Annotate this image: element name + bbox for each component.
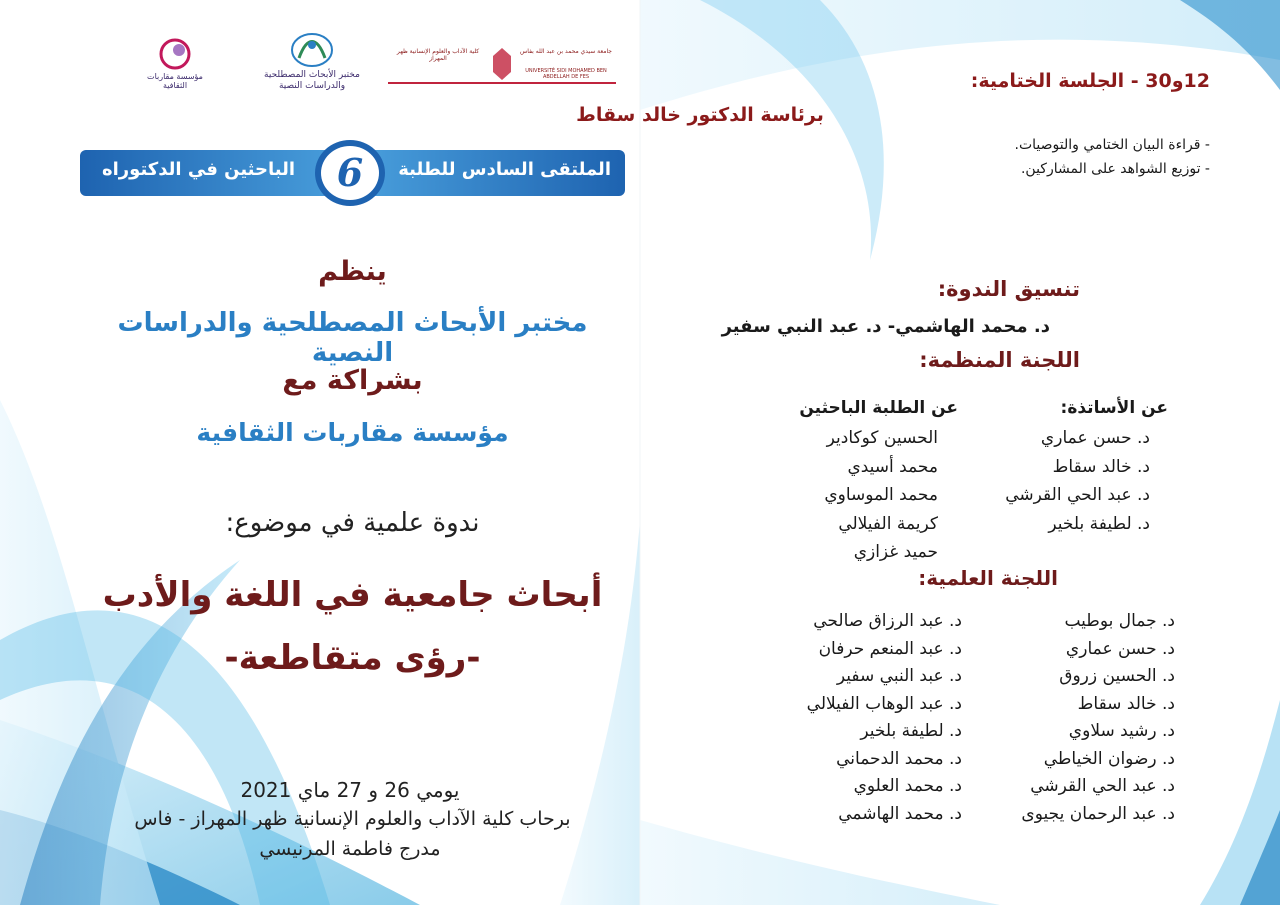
partnership-text: بشراكة مع: [282, 365, 423, 396]
professors-heading: عن الأساتذة:: [1060, 398, 1168, 418]
scientific-member: د. محمد الدحماني: [836, 748, 962, 769]
event-date: يومي 26 و 27 ماي 2021: [240, 778, 460, 802]
university-logo-line1: جامعة سيدي محمد بن عبد الله بفاس: [519, 48, 613, 55]
university-logo-line3: UNIVERSITÉ SIDI MOHAMED BEN ABDELLAH DE FES: [525, 68, 607, 80]
seminar-title: أبحاث جامعية في اللغة والأدب: [102, 575, 603, 615]
lab-name-text: مختبر الأبحاث المصطلحية والدراسات النصية: [117, 308, 588, 368]
students-list: [698, 424, 938, 567]
student-name: محمد أسيدي: [847, 456, 938, 477]
foundation-logo-text: مؤسسة مقاربات الثقافية: [147, 72, 203, 90]
banner-left-text: الباحثين في الدكتوراه: [102, 159, 296, 180]
seminar-subtitle: -رؤى متقاطعة-: [224, 638, 481, 678]
university-logo: [388, 44, 616, 86]
closing-item: - توزيع الشواهد على المشاركين.: [1020, 161, 1210, 177]
scientific-member: د. عبد المنعم حرفان: [818, 638, 962, 659]
university-emblem-icon: [491, 46, 513, 82]
scientific-member: د. خالد سقاط: [1077, 693, 1175, 714]
lab-logo: [262, 30, 362, 92]
lab-emblem-icon: [287, 30, 337, 70]
scientific-member: د. محمد الهاشمي: [838, 803, 962, 824]
foundation-emblem-icon: [153, 36, 197, 72]
event-venue: برحاب كلية الآداب والعلوم الإنسانية ظهر المهراز - فاس: [134, 808, 571, 830]
student-name: الحسين كوكادير: [826, 428, 938, 448]
scientific-member: د. عبد الوهاب الفيلالي: [806, 693, 962, 714]
scientific-committee-heading: اللجنة العلمية:: [918, 566, 1058, 590]
scientific-member: د. رضوان الخياطي: [1043, 748, 1175, 769]
seminar-label: ندوة علمية في موضوع:: [225, 508, 480, 538]
banner-number: 6: [321, 146, 379, 200]
scientific-member: د. محمد العلوي: [853, 776, 962, 796]
scientific-member: د. عبد النبي سفير: [836, 666, 962, 686]
university-logo-line2: كلية الآداب والعلوم الإنسانية ظهر المهراز: [396, 48, 480, 62]
closing-session-heading: 12و30 - الجلسة الختامية:: [970, 70, 1210, 92]
scientific-list-left: [702, 608, 962, 828]
scientific-member: د. عبد الرزاق صالحي: [813, 611, 962, 631]
closing-items-list: [810, 133, 1210, 181]
foundation-name-text: مؤسسة مقاربات الثقافية: [196, 418, 509, 447]
scientific-member: د. عبد الحي القرشي: [1030, 776, 1175, 796]
event-hall: مدرج فاطمة المرنيسي: [259, 838, 441, 860]
student-name: حميد غزازي: [853, 542, 938, 562]
closing-item: - قراءة البيان الختامي والتوصيات.: [1014, 137, 1210, 153]
coordination-names: د. محمد الهاشمي- د. عبد النبي سفير: [721, 316, 1050, 337]
scientific-list-right: [945, 608, 1175, 828]
coordination-heading: تنسيق الندوة:: [937, 277, 1080, 301]
professor-name: د. لطيفة بلخير: [1048, 513, 1150, 534]
student-name: محمد الموساوي: [824, 485, 938, 505]
scientific-member: د. لطيفة بلخير: [860, 721, 962, 741]
scientific-member: د. حسن عماري: [1065, 638, 1175, 659]
foundation-logo: [147, 36, 203, 90]
students-heading: عن الطلبة الباحثين: [799, 398, 958, 418]
organizes-text: ينظم: [318, 256, 387, 287]
professor-name: د. عبد الحي القرشي: [1005, 485, 1150, 505]
organizing-committee-heading: اللجنة المنظمة:: [919, 348, 1080, 372]
closing-chair: برئاسة الدكتور خالد سقاط: [576, 104, 824, 126]
student-name: كريمة الفيلالي: [838, 513, 938, 534]
scientific-member: د. رشيد سلاوي: [1068, 721, 1175, 741]
professor-name: د. حسن عماري: [1040, 428, 1150, 448]
lab-logo-text: مختبر الأبحاث المصطلحية والدراسات النصية: [264, 70, 360, 91]
scientific-member: د. عبد الرحمان يجيوى: [1021, 803, 1175, 824]
professors-list: [910, 424, 1150, 538]
professor-name: د. خالد سقاط: [1052, 456, 1150, 477]
scientific-member: د. جمال بوطيب: [1064, 611, 1175, 631]
scientific-member: د. الحسين زروق: [1059, 666, 1175, 686]
banner-right-text: الملتقى السادس للطلبة: [398, 159, 611, 180]
